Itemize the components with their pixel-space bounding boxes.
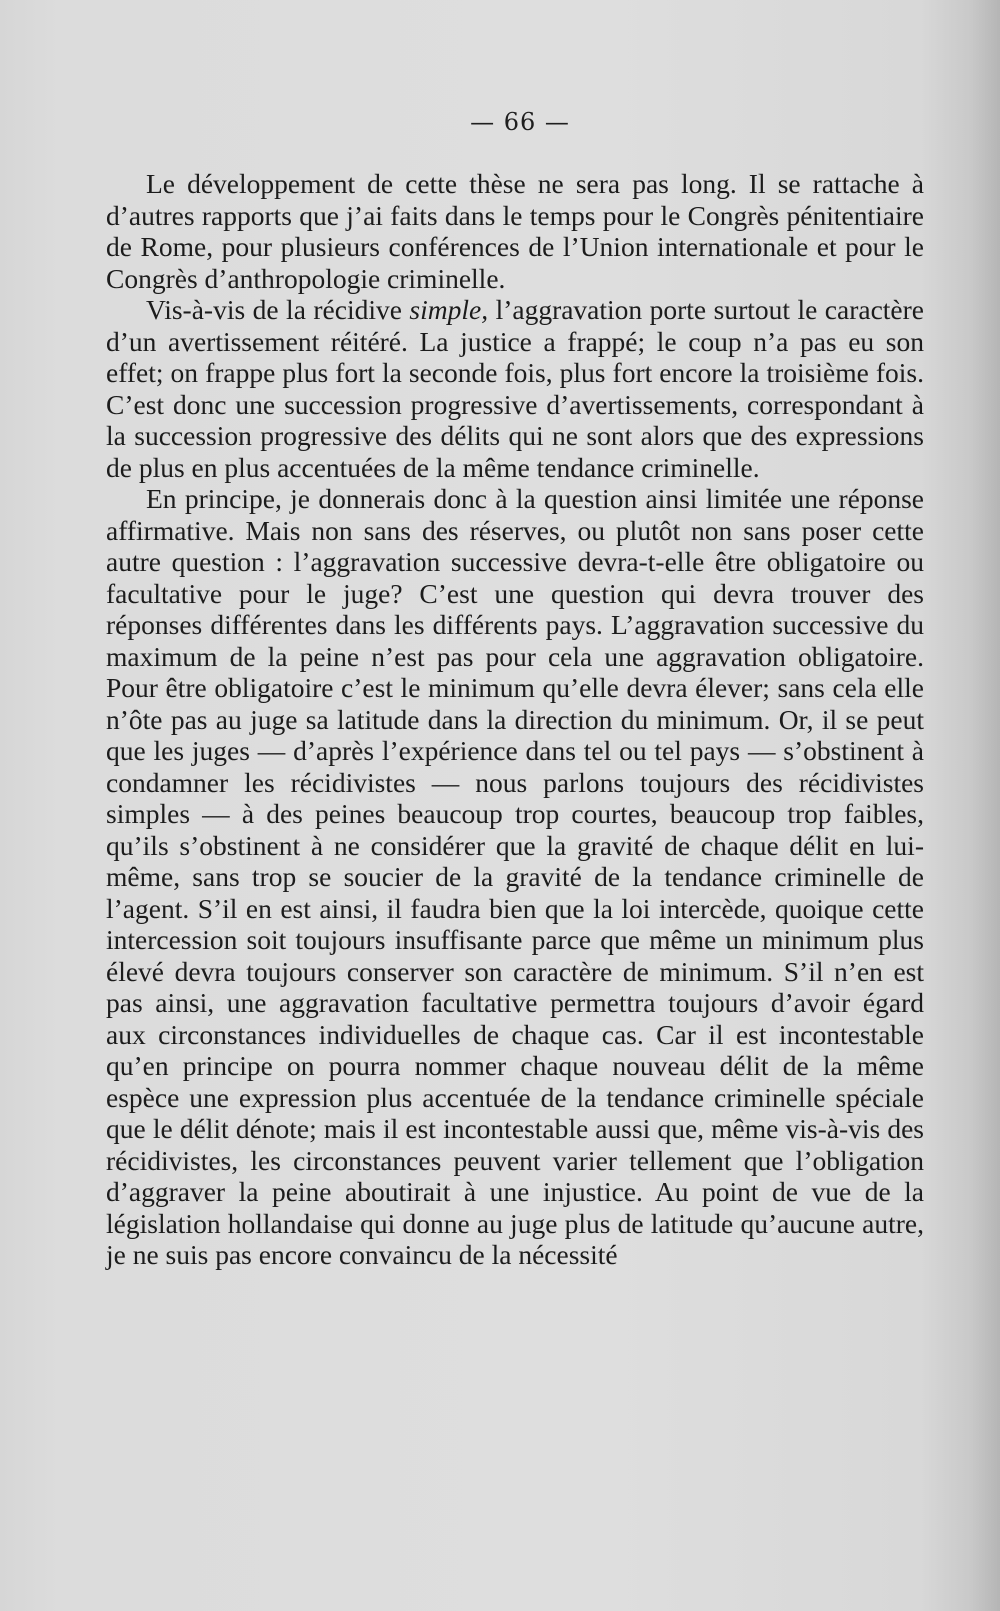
- emphasis-simple: simple,: [409, 294, 489, 325]
- paragraph-3: En principe, je donnerais donc à la question ainsi limitée une réponse affirmative. Mais non sans des réserves, ou plutôt non sans poser cette autre question : l’aggravation successive devra-t-elle être obligatoire ou facultative pour le juge? C’est une question qui devra trouver des réponses différentes dans les différents pays. L’aggravation successive du maximum de la peine n’est pas pour cela une aggravation obligatoire. Pour être obligatoire c’est le minimum qu’elle devra élever; sans cela elle n’ôte pas au juge sa latitude dans la direction du minimum. Or, il se peut que les juges — d’après l’expérience dans tel ou tel pays — s’obstinent à condamner les récidivistes — nous parlons toujours des récidivistes simples — à des peines beaucoup trop courtes, beaucoup trop faibles, qu’ils s’obstinent à ne considérer que la gravité de chaque délit en luimême, sans trop se soucier de la gravité de la tendance criminelle de l’agent. S’il en est ainsi, il faudra bien que la loi intercède, quoique cette intercession soit toujours insuffisante parce que même un minimum plus élevé devra toujours conserver son caractère de minimum. S’il n’en est pas ainsi, une aggravation facultative permettra toujours d’avoir égard aux circonstances individuelles de chaque cas. Car il est incontestable qu’en principe on pourra nommer chaque nouveau délit de la même espèce une expression plus accentuée de la tendance criminelle spéciale que le délit dénote; mais il est incontestable aussi que, même vis-à-vis des récidivistes, les circonstances peuvent varier tellement que l’obligation d’aggraver la peine aboutirait à une injustice. Au point de vue de la législation hollandaise qui donne au juge plus de latitude qu’aucune autre, je ne suis pas encore convaincu de la nécessité: [106, 483, 924, 1270]
- paragraph-2-start: Vis-à-vis de la récidive: [146, 294, 410, 325]
- paragraph-2-rest: l’aggravation porte surtout le caractère d’un avertissement réitéré. La justice a frappé; le coup n’a pas eu son effet; on frappe plus fort la seconde fois, plus fort encore la troisième fois. C’est donc une succession progressive d’avertissements, correspondant à la succession progressive des délits qui ne sont alors que des expressions de plus en plus accentuées de la même tendance criminelle.: [106, 294, 924, 483]
- paragraph-1: Le développement de cette thèse ne sera pas long. Il se rattache à d’autres rapports que j’ai faits dans le temps pour le Congrès pénitentiaire de Rome, pour plusieurs conférences de l’Union internationale et pour le Congrès d’anthropologie criminelle.: [106, 168, 924, 294]
- paragraph-2: [106, 294, 924, 483]
- body-text: [106, 168, 924, 1271]
- page-number: — 66 —: [470, 108, 570, 136]
